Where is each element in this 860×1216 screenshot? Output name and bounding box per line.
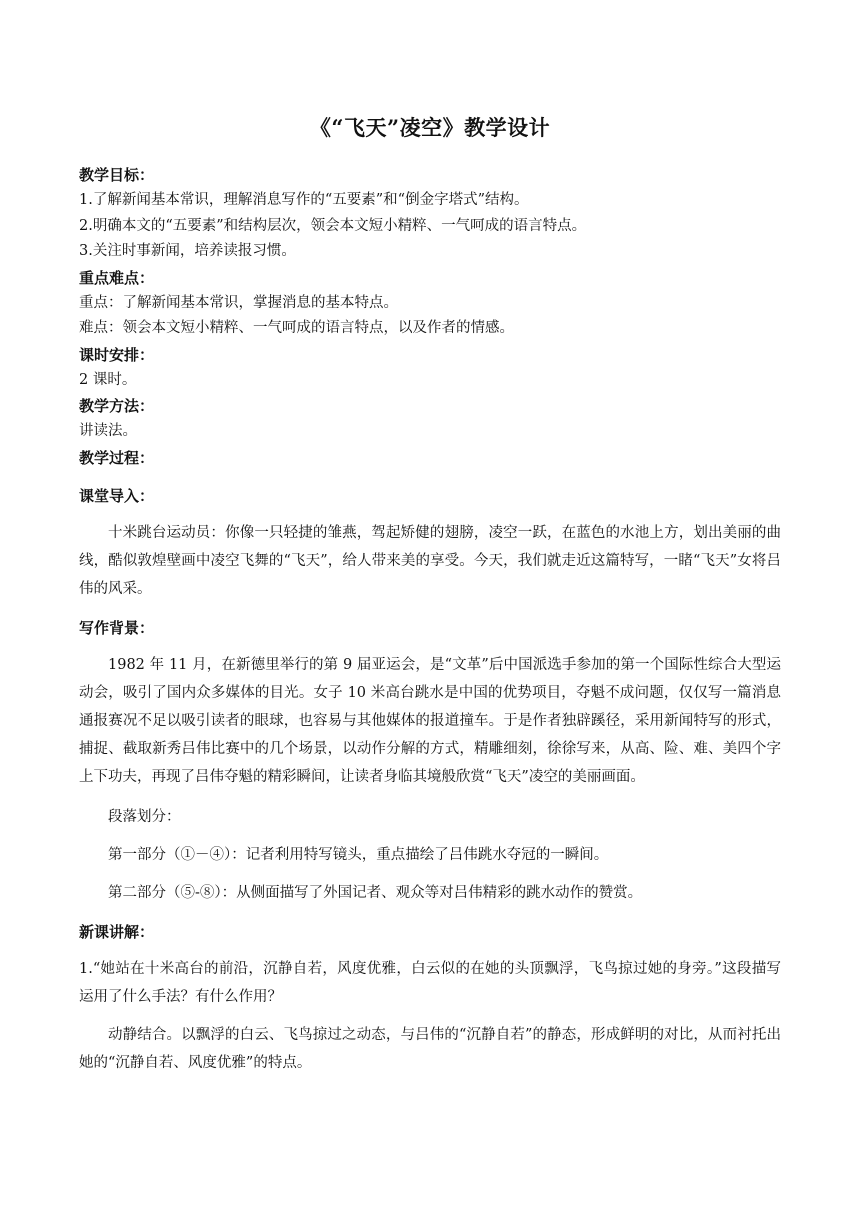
goal-item-3: 3.关注时事新闻，培养读报习惯。 [79, 243, 296, 259]
method-heading: 教学方法： [79, 397, 155, 415]
document-page [79, 112, 781, 1077]
lecture-answer-1: 动静结合。以飘浮的白云、飞鸟掠过之动态，与吕伟的“沉静自若”的静态，形成鲜明的对比，从而衬托出她的“沉静自若、风度优雅”的特点。 [79, 1026, 781, 1071]
background-heading: 写作背景： [79, 618, 155, 637]
lecture-heading: 新课讲解： [79, 922, 155, 941]
goal-item-1: 1.了解新闻基本常识，理解消息写作的“五要素”和“倒金字塔式”结构。 [79, 192, 529, 208]
division-part-2: 第二部分（⑤-⑧）：从侧面描写了外国记者、观众等对吕伟精彩的跳水动作的赞赏。 [108, 884, 643, 901]
difficult-point-text: 难点：领会本文短小精粹、一气呵成的语言特点，以及作者的情感。 [79, 320, 514, 336]
method-text: 讲读法。 [79, 423, 137, 439]
key-points-heading: 重点难点： [79, 268, 155, 287]
schedule-text: 2 课时。 [79, 371, 137, 388]
lecture-question-1: 1.“她站在十米高台的前沿，沉静自若，风度优雅，白云似的在她的头顶飘浮，飞鸟掠过她的身旁。”这段描写运用了什么手法？有什么作用？ [79, 960, 781, 1005]
goals-heading: 教学目标： [79, 166, 155, 184]
key-point-text: 重点：了解新闻基本常识，掌握消息的基本特点。 [79, 294, 398, 311]
process-heading: 教学过程： [79, 448, 155, 467]
document-title: 《“飞天”凌空》教学设计 [309, 115, 551, 140]
division-part-1: 第一部分（①－④）：记者利用特写镜头，重点描绘了吕伟跳水夺冠的一瞬间。 [108, 846, 609, 863]
intro-paragraph: 十米跳台运动员：你像一只轻捷的雏燕，驾起矫健的翅膀，凌空一跃，在蓝色的水池上方，划出美丽的曲线，酷似敦煌壁画中凌空飞舞的“飞天”，给人带来美的享受。今天，我们就走近这篇特写，一睹“飞天”女将吕伟的风采。 [79, 524, 781, 597]
division-label: 段落划分： [108, 808, 181, 825]
background-paragraph: 1982 年 11 月，在新德里举行的第 9 届亚运会，是“文革”后中国派选手参加的第一个国际性综合大型运动会，吸引了国内众多媒体的目光。女子 10 米高台跳水是中国的优势项目，夺魁不成问题，仅仅写一篇消息通报赛况不足以吸引读者的眼球，也容易与其他媒体的报道撞车。于是作者独辟蹊径，采用新闻特写的形式，捕捉、截取新秀吕伟比赛中的几个场景，以动作分解的方式，精雕细刻，徐徐写来，从高、险、难、美四个字上下功夫，再现了吕伟夺魁的精彩瞬间，让读者身临其境般欣赏“飞天”凌空的美丽画面。 [79, 656, 781, 785]
schedule-heading: 课时安排： [79, 345, 155, 364]
intro-heading: 课堂导入： [79, 486, 155, 505]
goal-item-2: 2.明确本文的“五要素”和结构层次，领会本文短小精粹、一气呵成的语言特点。 [79, 217, 587, 234]
